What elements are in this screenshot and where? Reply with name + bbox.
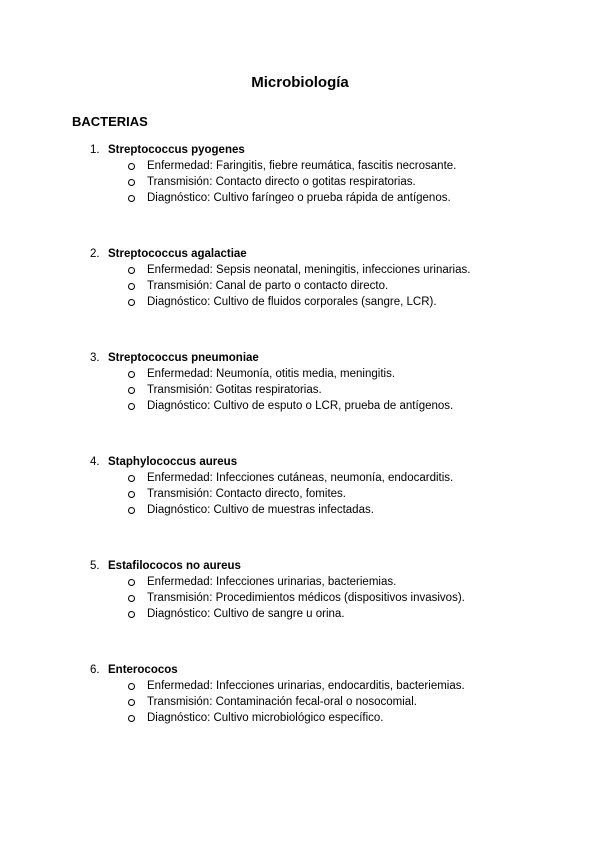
detail-text: Enfermedad: Infecciones urinarias, bacteriemias. xyxy=(147,576,397,588)
detail-item xyxy=(126,486,453,502)
detail-item xyxy=(126,278,470,294)
organism-number: 5. xyxy=(90,560,100,572)
hollow-bullet-icon xyxy=(128,579,135,586)
hollow-bullet-icon xyxy=(128,699,135,706)
detail-item xyxy=(126,366,453,382)
detail-item xyxy=(126,606,465,622)
detail-text: Transmisión: Contaminación fecal-oral o nosocomial. xyxy=(147,696,417,708)
detail-text: Transmisión: Procedimientos médicos (dispositivos invasivos). xyxy=(147,592,465,604)
detail-item xyxy=(126,158,456,174)
detail-list xyxy=(126,158,456,206)
hollow-bullet-icon xyxy=(128,595,135,602)
detail-text: Enfermedad: Infecciones urinarias, endocarditis, bacteriemias. xyxy=(147,680,465,692)
hollow-bullet-icon xyxy=(128,507,135,514)
detail-text: Enfermedad: Faringitis, fiebre reumática, fascitis necrosante. xyxy=(147,160,457,172)
organism-name: Streptococcus agalactiae xyxy=(108,248,247,260)
detail-item xyxy=(126,502,453,518)
organism-title xyxy=(90,350,259,366)
hollow-bullet-icon xyxy=(128,267,135,274)
organism-title xyxy=(90,662,178,678)
organism-number: 4. xyxy=(90,456,100,468)
organism-name: Staphylococcus aureus xyxy=(108,456,238,468)
detail-item xyxy=(126,382,453,398)
detail-text: Enfermedad: Infecciones cutáneas, neumonía, endocarditis. xyxy=(147,472,454,484)
detail-text: Diagnóstico: Cultivo de esputo o LCR, prueba de antígenos. xyxy=(147,400,454,412)
organism-name: Streptococcus pneumoniae xyxy=(108,352,259,364)
detail-list xyxy=(126,366,453,414)
hollow-bullet-icon xyxy=(128,387,135,394)
detail-text: Diagnóstico: Cultivo de muestras infectadas. xyxy=(147,504,374,516)
hollow-bullet-icon xyxy=(128,299,135,306)
detail-text: Diagnóstico: Cultivo microbiológico específico. xyxy=(147,712,384,724)
detail-text: Transmisión: Gotitas respiratorias. xyxy=(147,384,322,396)
detail-list xyxy=(126,678,465,726)
detail-item xyxy=(126,678,465,694)
detail-item xyxy=(126,470,453,486)
detail-text: Transmisión: Contacto directo, fomites. xyxy=(147,488,346,500)
document-title: Microbiología xyxy=(251,74,349,91)
organism-name: Estafilococos no aureus xyxy=(108,560,241,572)
hollow-bullet-icon xyxy=(128,179,135,186)
hollow-bullet-icon xyxy=(128,683,135,690)
organism-title xyxy=(90,246,247,262)
detail-text: Diagnóstico: Cultivo faríngeo o prueba rápida de antígenos. xyxy=(147,192,451,204)
hollow-bullet-icon xyxy=(128,475,135,482)
detail-list xyxy=(126,574,465,622)
detail-list xyxy=(126,470,453,518)
detail-text: Diagnóstico: Cultivo de fluidos corporales (sangre, LCR). xyxy=(147,296,437,308)
detail-text: Enfermedad: Neumonía, otitis media, meningitis. xyxy=(147,368,396,380)
detail-item xyxy=(126,694,465,710)
hollow-bullet-icon xyxy=(128,163,135,170)
hollow-bullet-icon xyxy=(128,283,135,290)
organism-name: Enterococos xyxy=(108,664,178,676)
detail-item xyxy=(126,174,456,190)
hollow-bullet-icon xyxy=(128,195,135,202)
hollow-bullet-icon xyxy=(128,715,135,722)
detail-item xyxy=(126,574,465,590)
detail-item xyxy=(126,398,453,414)
organism-number: 1. xyxy=(90,144,100,156)
section-heading: BACTERIAS xyxy=(72,114,148,129)
detail-item xyxy=(126,710,465,726)
detail-text: Transmisión: Canal de parto o contacto directo. xyxy=(147,280,389,292)
detail-item xyxy=(126,262,470,278)
detail-item xyxy=(126,590,465,606)
hollow-bullet-icon xyxy=(128,611,135,618)
detail-item xyxy=(126,190,456,206)
detail-list xyxy=(126,262,470,310)
hollow-bullet-icon xyxy=(128,371,135,378)
organism-name: Streptococcus pyogenes xyxy=(108,144,245,156)
hollow-bullet-icon xyxy=(128,403,135,410)
detail-text: Diagnóstico: Cultivo de sangre u orina. xyxy=(147,608,345,620)
detail-text: Enfermedad: Sepsis neonatal, meningitis, infecciones urinarias. xyxy=(147,264,471,276)
detail-item xyxy=(126,294,470,310)
organism-title xyxy=(90,454,237,470)
organism-number: 6. xyxy=(90,664,100,676)
organism-number: 3. xyxy=(90,352,100,364)
organism-number: 2. xyxy=(90,248,100,260)
organism-title xyxy=(90,142,245,158)
detail-text: Transmisión: Contacto directo o gotitas respiratorias. xyxy=(147,176,416,188)
organism-title xyxy=(90,558,241,574)
hollow-bullet-icon xyxy=(128,491,135,498)
